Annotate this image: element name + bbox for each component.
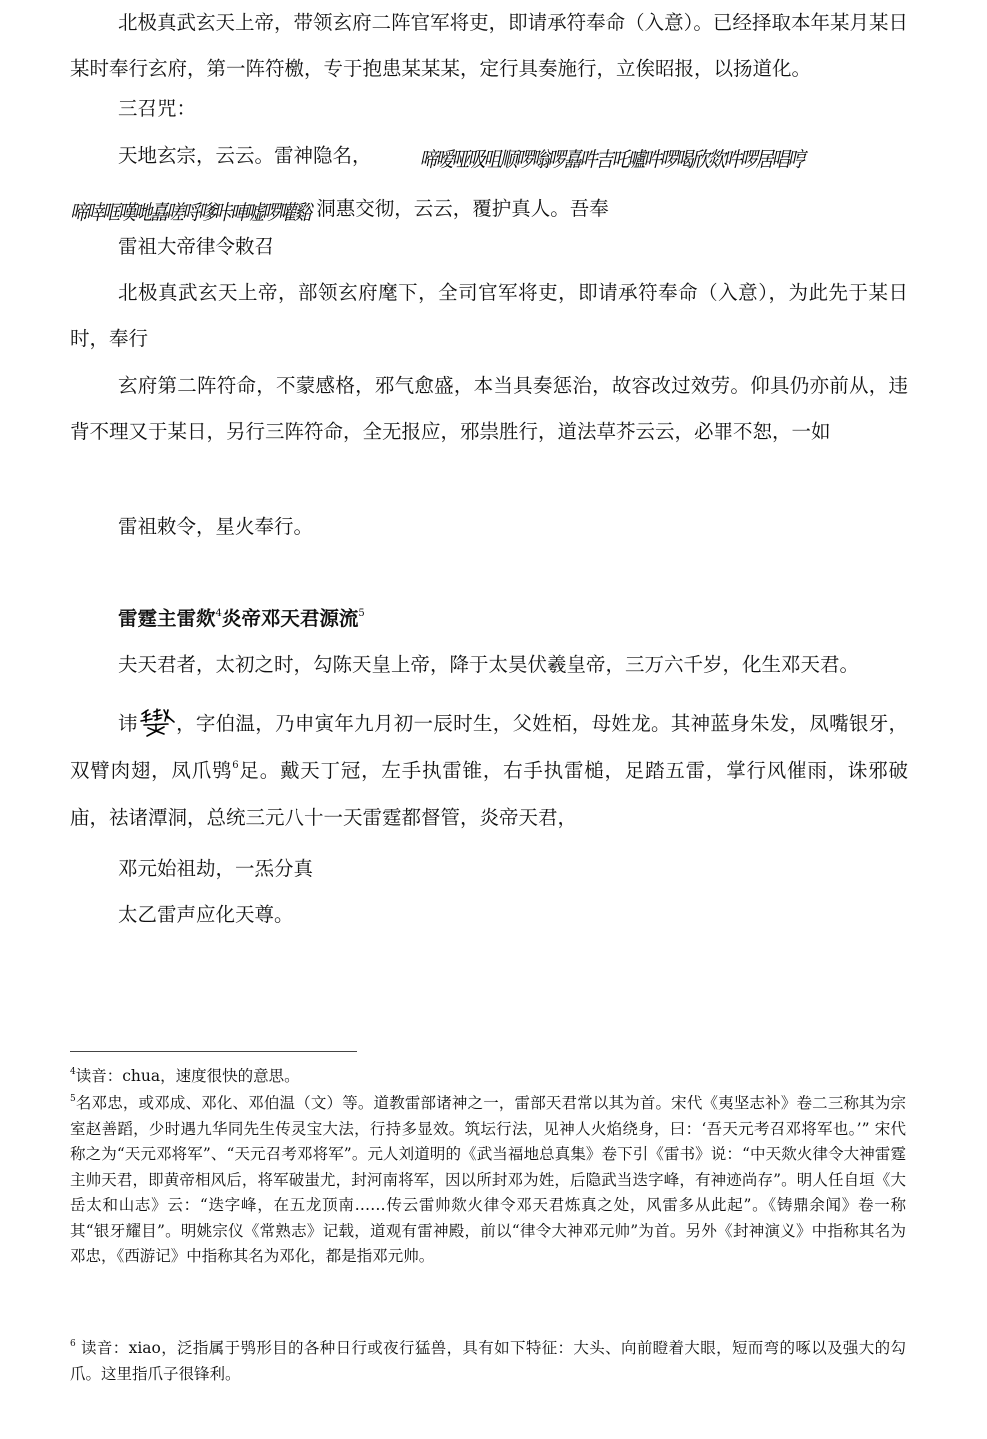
text-segment: 足。戴天丁冠，左手执雷锥，右手执雷槌，足踏五雷，掌行风催雨，诛邪破庙，祛诸潭洞，总统三元八十一天雷霆都督管，炎帝天君， [70, 759, 908, 829]
paragraph-invocation: 北极真武玄天上帝，带领玄府二阵官军将吏，即请承符奉命（入意）。已经择取本年某月某日某时奉行玄府，第一阵符檄，专于抱患某某某，定行具奏施行，立俟昭报，以扬道化。 [70, 11, 908, 80]
footnote-6 [70, 1336, 906, 1387]
text-segment: 洞惠交彻，云云，覆护真人。吾奉 [316, 197, 609, 220]
paragraph-origin: 夫天君者，太初之时，勾陈天皇上帝，降于太昊伏羲皇帝，三万六千岁，化生邓天君。 [118, 653, 860, 676]
text-segment: ，字伯温，乃申寅年九月初一辰时生，父姓栢，母姓龙。其神蓝身朱发，凤嘴银牙，双臂肉翅，凤爪鸮 [70, 712, 908, 782]
talisman-script: 啼嗳哑吸咀顺啰嗡啰嚞吽吉吒嚧吽啰喝欣欻吽啰居唱哼 [419, 148, 804, 173]
footnote-4 [70, 1064, 906, 1090]
paragraph-summon-order: 雷祖大帝律令敕召 [118, 235, 275, 258]
paragraph-decree: 雷祖敕令，星火奉行。 [118, 515, 314, 538]
heading-text: 炎帝邓天君源流 [221, 607, 359, 630]
talisman-script: 啼啈哐嘆哋嚞嗟哷嗲咔唓嘘啰嚾谿 [70, 201, 310, 226]
section-heading [118, 596, 365, 642]
footnote-number: 5 [70, 1094, 76, 1104]
paragraph-description [70, 700, 908, 841]
paragraph-thunder-secret-name [70, 132, 908, 238]
footnote-number: 6 [70, 1339, 76, 1349]
paragraph-three-summons: 三召咒： [118, 97, 197, 120]
footnote-divider [70, 1051, 357, 1052]
text-segment: 讳 [118, 712, 138, 735]
paragraph-second-talisman: 玄府第二阵符命，不蒙感格，邪气愈盛，本当具奏惩治，故容改过效劳。仰具仍亦前从，违背不理又于某日，另行三阵符命，全无报应，邪祟胜行，道法草芥云云，必罪不恕，一如 [70, 374, 908, 443]
paragraph-taiyi: 太乙雷声应化天尊。 [118, 903, 294, 926]
heading-text: 雷霆主雷 [118, 607, 197, 630]
footnote-ref: 4 [215, 608, 222, 619]
footnote-text: 读音：xiao，泛指属于鸮形目的各种日行或夜行猛兽，具有如下特征：大头、向前瞪着大眼，短而弯的啄以及强大的勾爪。这里指爪子很锋利。 [70, 1339, 906, 1383]
footnote-ref: 5 [358, 608, 365, 619]
footnote-text: 名邓忠，或邓成、邓化、邓伯温（文）等。道教雷部诸神之一，雷部天君常以其为首。宋代《夷坚志补》卷二三称其为宗室赵善蹈，少时遇九华同先生传灵宝大法，行持多显效。筑坛行法，见神人火焰绕身，曰：‘吾天元考召邓将军也。’” 宋代称之为“天元邓将军”、“天元召考邓将军”。元人刘道明的《武当福地总真集》卷下引《雷书》说：“中天欻火律令大神雷霆主帅天君，即黄帝相风后，将军破蚩尤，封河南将军，因以所封邓为姓，后隐武当迭字峰，有神迹尚存”。明人任自垣《大岳太和山志》云：“迭字峰，在五龙顶南……传云雷帅欻火律令邓天君炼真之处，风雷多从此起”。《铸鼎余闻》卷一称其“银牙耀目”。明姚宗仪《常熟志》记载，道观有雷神殿，前以“律令大神邓元帅”为首。另外《封神演义》中指称其名为邓忠，《西游记》中指称其名为邓化，都是指邓元帅。 [70, 1094, 906, 1265]
footnote-text: 读音：chua，速度很快的意思。 [75, 1067, 300, 1085]
footnote-5 [70, 1091, 906, 1270]
taboo-name-glyph-icon [138, 708, 176, 738]
heading-text: 欻 [196, 607, 216, 630]
paragraph-deng-yuan: 邓元始祖劫，一炁分真 [118, 857, 314, 880]
paragraph-command: 北极真武玄天上帝，部领玄府麾下，全司官军将吏，即请承符奉命（入意），为此先于某日时，奉行 [70, 281, 908, 350]
footnote-number: 4 [70, 1067, 76, 1077]
text-segment: 天地玄宗，云云。雷神隐名， [118, 144, 372, 167]
footnote-ref: 6 [232, 760, 239, 771]
